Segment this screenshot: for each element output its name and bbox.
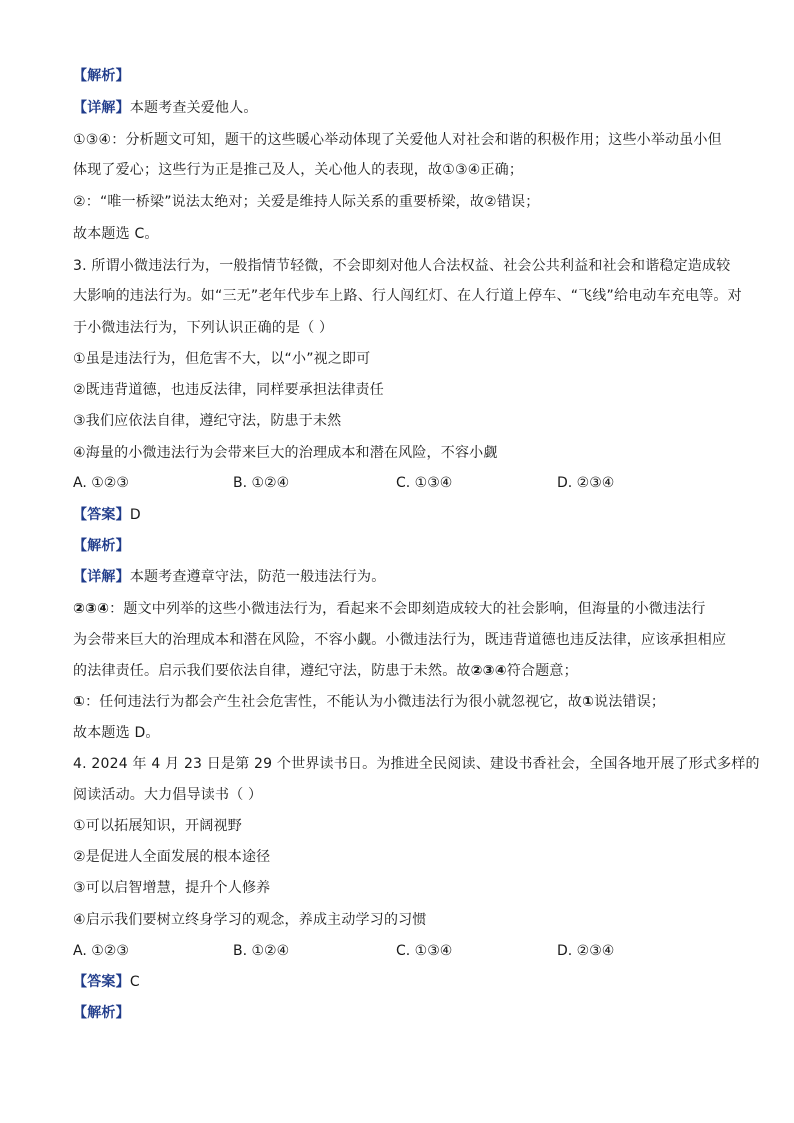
analysis-heading: 【解析】 (73, 1005, 130, 1021)
question-stem: 阅读活动。大力倡导读书（ ） (73, 787, 263, 803)
answer-label: 【答案】 (73, 974, 130, 990)
question-stem: 于小微违法行为，下列认识正确的是（ ） (73, 320, 334, 336)
option-d: D. ②③④ (557, 475, 615, 491)
explanation-line: ①③④：分析题文可知，题干的这些暖心举动体现了关爱他人对社会和谐的积极作用；这些小举动虽小但 (73, 132, 722, 148)
explanation-line: ②：“唯一桥梁”说法太绝对；关爱是维持人际关系的重要桥梁，故②错误； (73, 194, 540, 210)
answer-line (73, 972, 733, 992)
option-b: B. ①②④ (233, 475, 290, 491)
statement-item: ④启示我们要树立终身学习的观念，养成主动学习的习惯 (73, 912, 427, 928)
detail-label: 【详解】 (73, 569, 130, 585)
explanation-line: 体现了爱心；这些行为正是推己及人，关心他人的表现，故①③④正确； (73, 162, 524, 178)
detail-line (73, 98, 733, 118)
explanation-marker: ②③④ (73, 601, 110, 617)
conclusion-line: 故本题选 C。 (73, 226, 159, 242)
explanation-text: 说法错误； (594, 694, 666, 710)
statement-item: ④海量的小微违法行为会带来巨大的治理成本和潜在风险，不容小觑 (73, 445, 498, 461)
option-a: A. ①②③ (73, 943, 129, 959)
explanation-line (73, 692, 733, 712)
conclusion-line: 故本题选 D。 (73, 725, 160, 741)
explanation-text: ：题文中列举的这些小微违法行为，看起来不会即刻造成较大的社会影响，但海量的小微违法行 (109, 601, 706, 617)
detail-label: 【详解】 (73, 100, 130, 116)
question-stem: 4. 2024 年 4 月 23 日是第 29 个世界读书日。为推进全民阅读、建设书香社会，全国各地开展了形式多样的 (73, 756, 760, 772)
detail-line (73, 567, 733, 587)
detail-text: 本题考查关爱他人。 (129, 100, 258, 116)
answer-line (73, 505, 733, 525)
explanation-marker: ① (73, 694, 86, 710)
explanation-text: 符合题意； (506, 663, 578, 679)
explanation-line (73, 661, 733, 681)
question-stem: 大影响的违法行为。如“三无”老年代步车上路、行人闯红灯、在人行道上停车、“飞线”给电动车充电等。对 (73, 288, 742, 304)
answer-label: 【答案】 (73, 507, 130, 523)
explanation-marker: ① (582, 694, 595, 710)
option-a: A. ①②③ (73, 475, 129, 491)
statement-item: ③我们应依法自律，遵纪守法，防患于未然 (73, 413, 342, 429)
statement-item: ①可以拓展知识，开阔视野 (73, 818, 242, 834)
question-stem: 3. 所谓小微违法行为，一般指情节轻微，不会即刻对他人合法权益、社会公共利益和社会和谐稳定造成较 (73, 258, 731, 274)
statement-item: ③可以启智增慧，提升个人修养 (73, 880, 271, 896)
statement-item: ②既违背道德，也违反法律，同样要承担法律责任 (73, 382, 384, 398)
statement-item: ②是促进人全面发展的根本途径 (73, 849, 271, 865)
explanation-text: ：任何违法行为都会产生社会危害性，不能认为小微违法行为很小就忽视它，故 (85, 694, 583, 710)
answer-value: D (129, 507, 141, 523)
explanation-line: 为会带来巨大的治理成本和潜在风险，不容小觑。小微违法行为，既违背道德也违反法律，应该承担相应 (73, 632, 727, 648)
detail-text: 本题考查遵章守法，防范一般违法行为。 (129, 569, 386, 585)
analysis-heading: 【解析】 (73, 538, 130, 554)
option-c: C. ①③④ (396, 475, 453, 491)
option-b: B. ①②④ (233, 943, 290, 959)
answer-value: C (129, 974, 140, 990)
explanation-marker: ②③④ (470, 663, 507, 679)
option-c: C. ①③④ (396, 943, 453, 959)
explanation-text: 的法律责任。启示我们要依法自律，遵纪守法，防患于未然。故 (73, 663, 471, 679)
analysis-heading: 【解析】 (73, 68, 130, 84)
statement-item: ①虽是违法行为，但危害不大，以“小”视之即可 (73, 351, 371, 367)
option-d: D. ②③④ (557, 943, 615, 959)
explanation-line (73, 599, 733, 619)
